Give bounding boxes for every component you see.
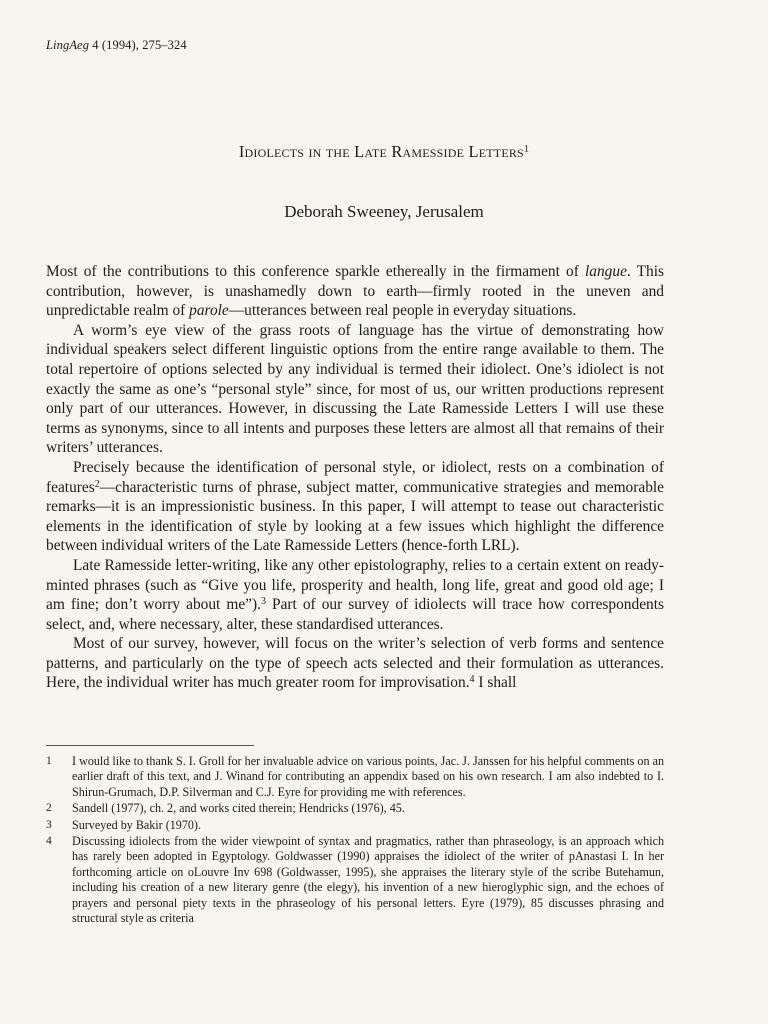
footnote-ref-1[interactable]: 1 (523, 144, 530, 155)
paragraph-text: Most of the contributions to this conference sparkle ethereally in the firmament of (46, 263, 586, 280)
footnote-divider (46, 745, 254, 746)
author-line: Deborah Sweeney, Jerusalem (284, 202, 484, 221)
paragraph-text: Most of our survey, however, will focus on the writer’s selection of verb forms and sentence patterns, and particularly on the type of speech acts selected and their formulation as utterances. Here, the individual writer has much greater room for improvisation. (46, 635, 664, 692)
term-langue: langue (585, 263, 627, 280)
footnote-ref-2[interactable]: 2 (94, 478, 100, 490)
footnote-2 (46, 801, 664, 816)
footnote-3 (46, 818, 664, 833)
footnote-ref-3[interactable]: 3 (260, 596, 266, 608)
paragraph-text: Part of our survey of idiolects will trace how correspondents select, and, where necessary, alter, these standardised utterances. (46, 596, 664, 633)
paragraph-4 (46, 556, 664, 634)
paragraph-text: —characteristic turns of phrase, subject matter, communicative strategies and memorable remarks—it is an impressionistic business. In this paper, I will attempt to tease out characteristic elements in the identification of style by looking at a few issues which highlight the difference between individual writers of the Late Ramesside Letters (hence-forth LRL). (46, 478, 664, 555)
paragraph-3 (46, 458, 664, 556)
article-body (46, 262, 664, 693)
footnote-number: 1 (46, 755, 52, 767)
footnote-4 (46, 834, 664, 926)
article-title (0, 142, 768, 162)
running-head (46, 38, 187, 53)
footnote-number: 2 (46, 802, 52, 815)
paragraph-text: . This contribution, however, is unashamedly down to earth—firmly rooted in the uneven and unpredictable realm of (46, 263, 664, 320)
footnote-number: 3 (46, 818, 52, 831)
paragraph-text: Late Ramesside letter-writing, like any other epistolography, relies to a certain extent on ready-minted phrases (such as “Give you life, prosperity and health, long life, great and good old age; I am fine; don’t worry about me”). (46, 556, 664, 614)
footnote-ref-4[interactable]: 4 (469, 674, 475, 686)
paragraph-5 (46, 634, 664, 693)
footnote-text: Surveyed by Bakir (1970). (72, 817, 201, 832)
journal-volume-pages: 4 (1994), 275–324 (89, 38, 187, 52)
footnote-text: Discussing idiolects from the wider viewpoint of syntax and pragmatics, rather than phraseology, is an approach which has rarely been adopted in Egyptology. Goldwasser (1990) appraises the idiolect of the writer of pAnastasi I. In her forthcoming article on oLouvre Inv 698 (Goldwasser, 1995), she appraises the literary style of the scribe Butehamun, including his creation of a new literary genre (the elegy), his invention of a new hieroglyphic sign, and the echoes of prayers and personal piety texts in the phraseology of his personal letters. Eyre (1979), 85 discusses phrasing and structural style as criteria (72, 834, 664, 926)
footnotes (46, 754, 664, 927)
paragraph-text: Precisely because the identification of personal style, or idiolect, rests on a combination of features (46, 458, 664, 496)
paragraph-text: I shall (474, 674, 517, 692)
footnote-1 (46, 754, 664, 800)
paragraph-2: A worm’s eye view of the grass roots of language has the virtue of demonstrating how individual speakers select different linguistic options from the entire range available to them. The total repertoire of options selected by any individual is termed their idiolect. One’s idiolect is not exactly the same as one’s “personal style” since, for most of us, our written productions represent only part of our utterances. However, in discussing the Late Ramesside Letters I will use these terms as synonyms, since to all intents and purposes these letters are almost all that remains of their writers’ utterances. (46, 321, 664, 457)
paragraph-text: —utterances between real people in everyday situations. (228, 302, 577, 320)
paragraph-1 (46, 262, 664, 321)
footnote-number: 4 (46, 835, 52, 848)
footnote-text: I would like to thank S. I. Groll for her invaluable advice on various points, Jac. J. Janssen for his helpful comments on an earlier draft of this text, and J. Winand for contributing an appendix based on his own research. I am also indebted to I. Shirun-Grumach, D.P. Silverman and C.J. Eyre for providing me with references. (72, 754, 664, 799)
footnote-text: Sandell (1977), ch. 2, and works cited therein; Hendricks (1976), 45. (72, 801, 405, 816)
journal-name: LingAeg (46, 38, 90, 52)
title-text: Idiolects in the Late Ramesside Letters (238, 142, 524, 161)
term-parole: parole (189, 302, 229, 320)
